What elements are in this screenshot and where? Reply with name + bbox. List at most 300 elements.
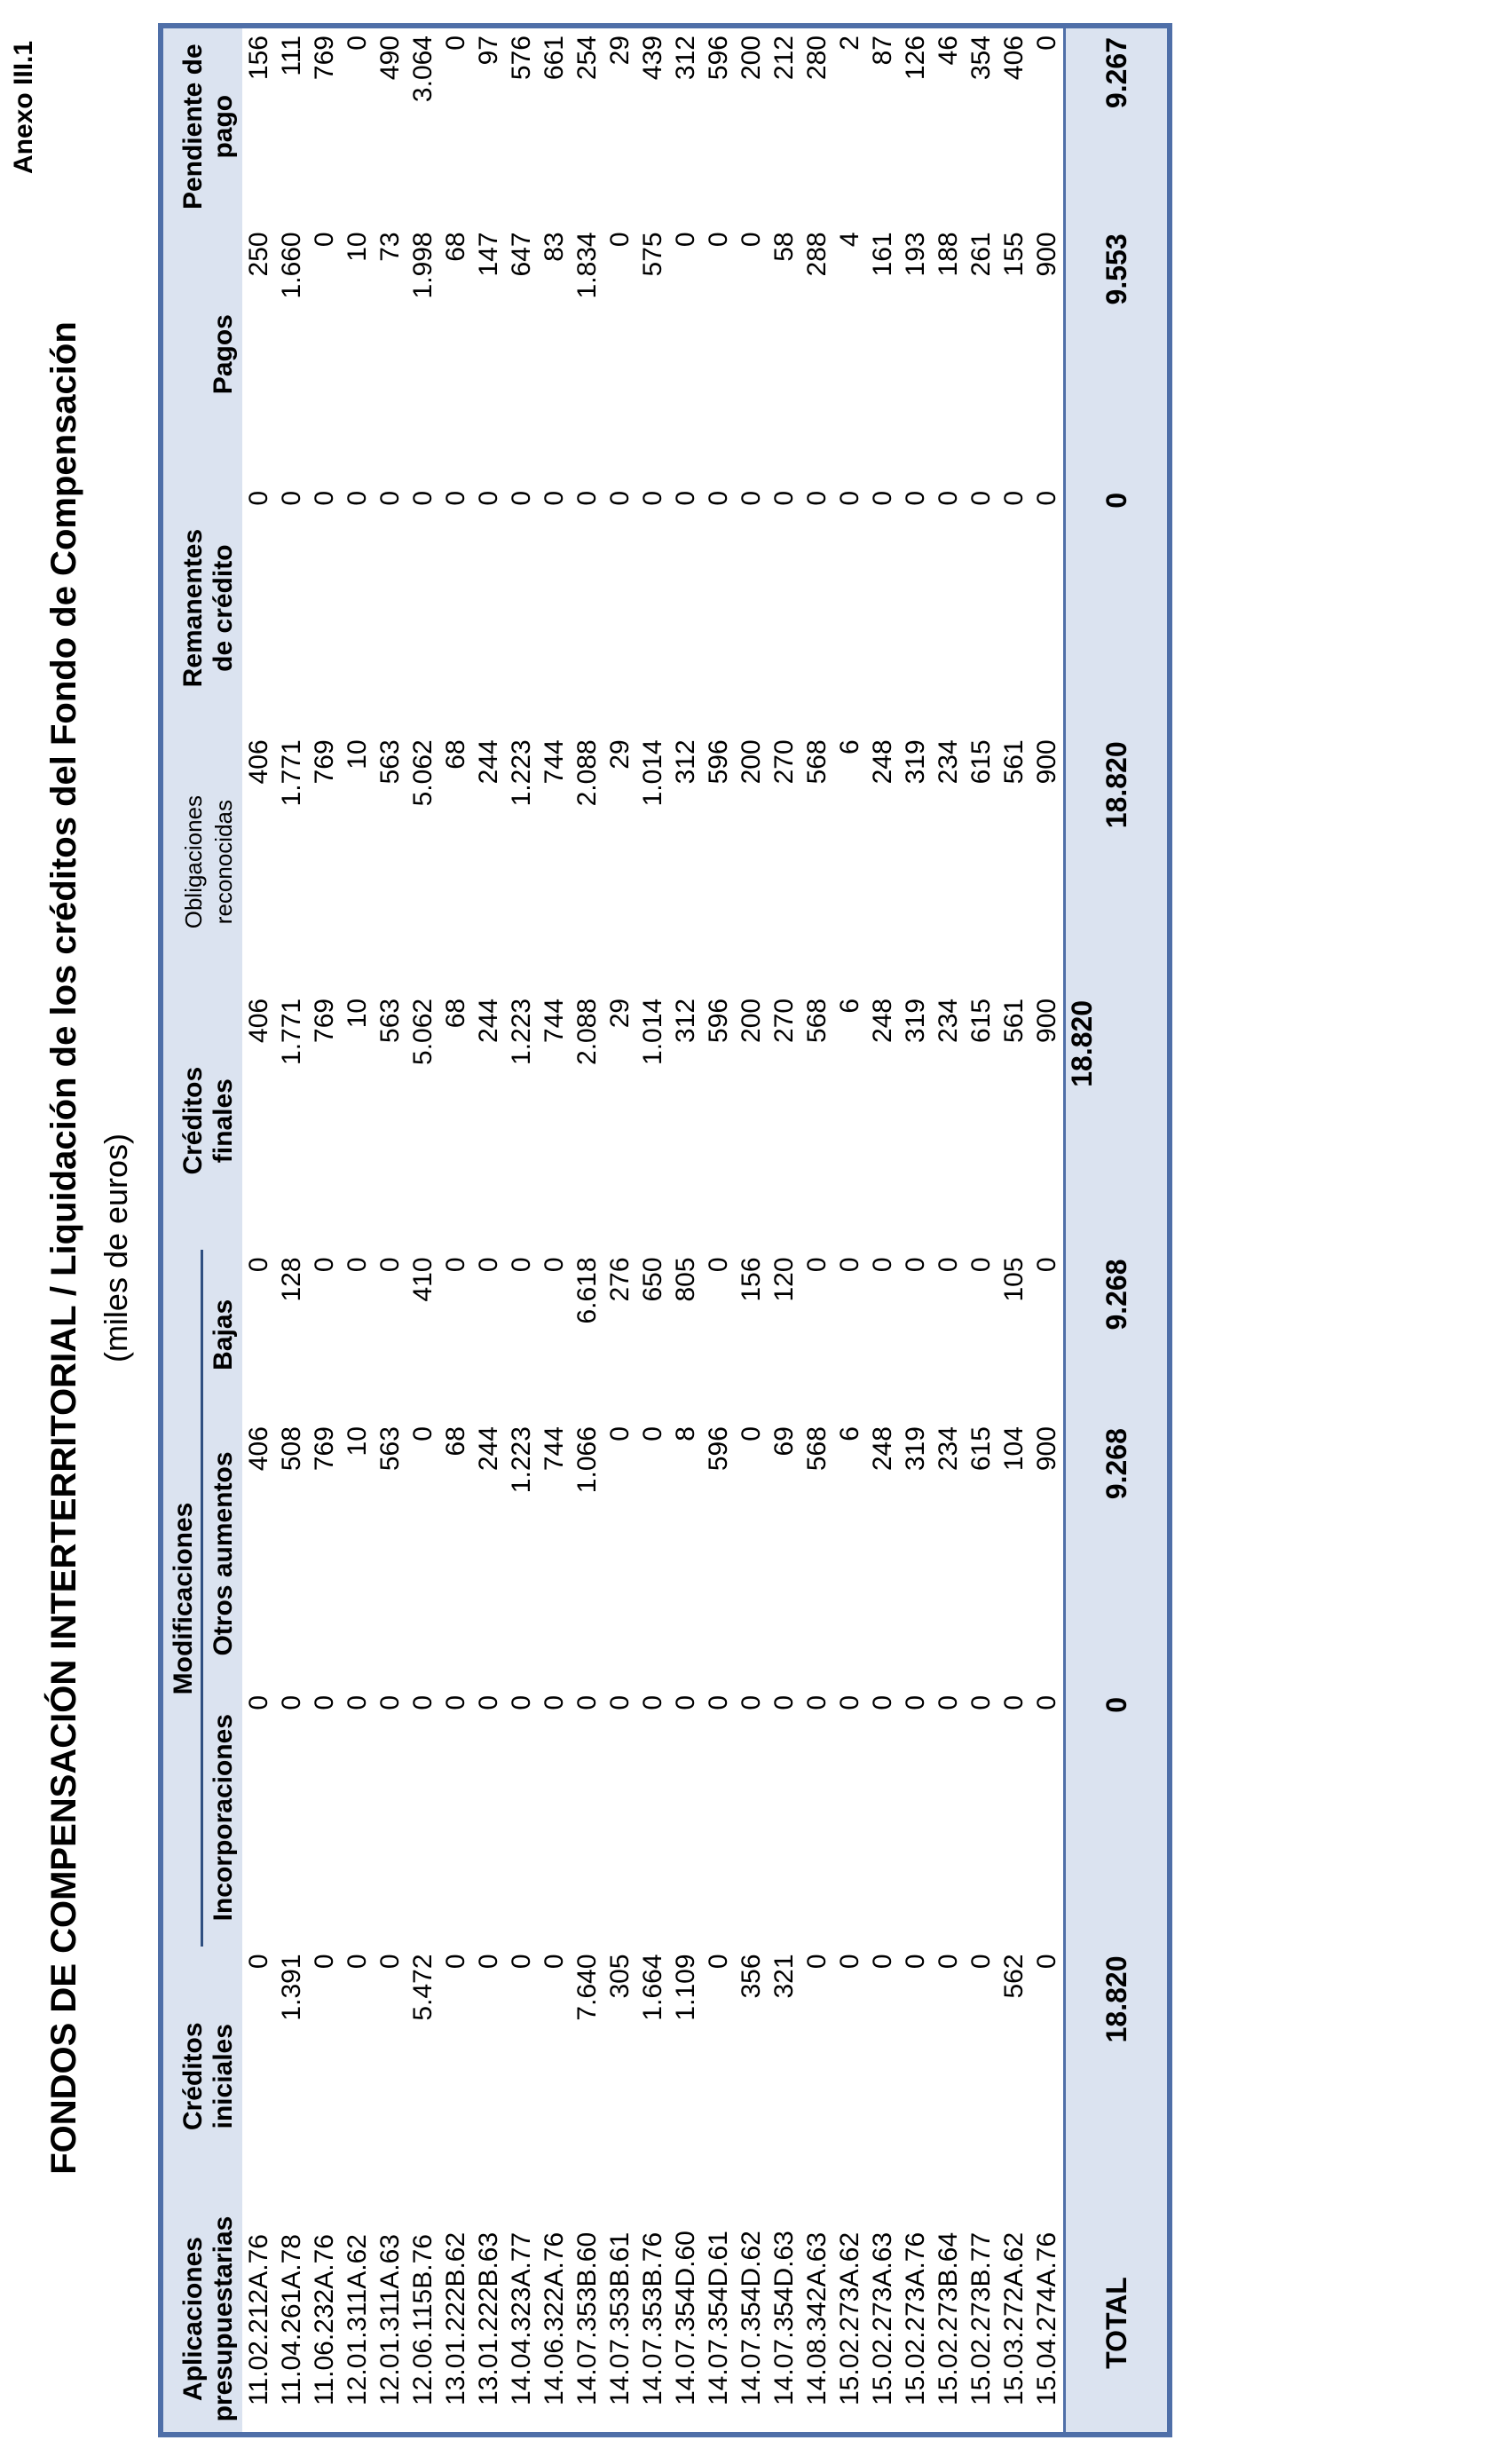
cell-remanentes: 0 <box>802 490 832 506</box>
cell-aplicacion: 11.06.232A.76 <box>308 2206 341 2435</box>
header-pendiente-line2: pago <box>209 94 238 159</box>
cell-incorporaciones: 0 <box>835 1694 864 1710</box>
cell-aplicacion: 15.04.274A.76 <box>1030 2206 1065 2435</box>
cell-creditos-iniciales: 0 <box>835 1954 864 1970</box>
header-aplicaciones <box>161 2206 242 2435</box>
cell-remanentes: 0 <box>507 490 536 506</box>
cell-bajas: 0 <box>310 1257 339 1273</box>
cell-remanentes: 0 <box>343 490 372 506</box>
header-creditos-iniciales-line1: Créditos <box>178 2022 208 2131</box>
cell-obligaciones: 312 <box>671 739 700 785</box>
cell-pagos: 261 <box>966 232 996 277</box>
header-obligaciones <box>161 732 242 991</box>
table-row <box>932 26 965 2435</box>
total-bajas: 9.268 <box>1065 1250 1171 1419</box>
cell-remanentes: 0 <box>769 490 799 506</box>
cell-remanentes: 0 <box>277 490 306 506</box>
cell-creditos-finales: 319 <box>901 998 930 1043</box>
cell-otros-aumentos: 0 <box>737 1426 766 1441</box>
cell-otros-aumentos: 319 <box>901 1426 930 1472</box>
cell-creditos-finales: 244 <box>474 998 503 1043</box>
cell-otros-aumentos: 104 <box>999 1426 1029 1472</box>
cell-bajas: 0 <box>507 1257 536 1273</box>
cell-bajas: 0 <box>244 1257 273 1273</box>
cell-creditos-finales: 312 <box>671 998 700 1043</box>
table-row <box>866 26 899 2435</box>
header-modificaciones: Modificaciones <box>161 1250 202 1947</box>
annex-label: Anexo III.1 <box>9 40 38 174</box>
cell-obligaciones: 6 <box>835 739 864 754</box>
cell-pagos: 0 <box>310 232 339 248</box>
cell-aplicacion: 12.01.311A.63 <box>374 2206 406 2435</box>
cell-creditos-finales: 1.771 <box>277 998 306 1065</box>
total-otros-aumentos: 9.268 <box>1065 1419 1171 1688</box>
cell-otros-aumentos: 8 <box>671 1426 700 1441</box>
cell-bajas: 0 <box>441 1257 470 1273</box>
cell-aplicacion: 14.06.322A.76 <box>538 2206 571 2435</box>
cell-aplicacion: 14.07.354D.60 <box>669 2206 702 2435</box>
cell-obligaciones: 563 <box>375 739 405 785</box>
header-creditos-finales <box>161 991 242 1251</box>
header-pendiente <box>161 26 242 225</box>
cell-pendiente: 2 <box>833 26 866 225</box>
cell-creditos-finales: 270 <box>769 998 799 1043</box>
cell-bajas: 0 <box>934 1257 963 1273</box>
cell-creditos-iniciales: 7.640 <box>572 1954 602 2021</box>
table-row <box>997 26 1030 2435</box>
cell-pendiente: 156 <box>242 26 275 225</box>
table-row <box>702 26 735 2435</box>
cell-pendiente: 312 <box>669 26 702 225</box>
cell-aplicacion: 14.07.353B.61 <box>603 2206 636 2435</box>
header-creditos-iniciales <box>161 1947 242 2206</box>
cell-otros-aumentos: 406 <box>244 1426 273 1472</box>
cell-obligaciones: 1.014 <box>638 739 667 807</box>
cell-pendiente: 87 <box>866 26 899 225</box>
cell-obligaciones: 1.771 <box>277 739 306 807</box>
cell-obligaciones: 5.062 <box>408 739 438 807</box>
cell-pagos: 0 <box>737 232 766 248</box>
cell-bajas: 105 <box>999 1257 1029 1302</box>
cell-aplicacion: 14.07.354D.62 <box>735 2206 768 2435</box>
cell-pagos: 647 <box>507 232 536 277</box>
cell-bajas: 0 <box>375 1257 405 1273</box>
table-row <box>571 26 603 2435</box>
cell-remanentes: 0 <box>737 490 766 506</box>
cell-incorporaciones: 0 <box>408 1694 438 1710</box>
cell-remanentes: 0 <box>310 490 339 506</box>
cell-creditos-iniciales: 0 <box>704 1954 733 1970</box>
cell-remanentes: 0 <box>605 490 635 506</box>
table-row <box>603 26 636 2435</box>
cell-incorporaciones: 0 <box>605 1694 635 1710</box>
total-creditos-finales: 18.820 <box>1065 991 1171 1251</box>
cell-creditos-iniciales: 0 <box>310 1954 339 1970</box>
cell-remanentes: 0 <box>835 490 864 506</box>
table-row <box>472 26 505 2435</box>
cell-creditos-iniciales: 0 <box>934 1954 963 1970</box>
cell-creditos-finales: 769 <box>310 998 339 1043</box>
cell-aplicacion: 11.04.261A.78 <box>275 2206 308 2435</box>
cell-aplicacion: 15.02.273A.63 <box>866 2206 899 2435</box>
cell-pagos: 68 <box>441 232 470 262</box>
cell-obligaciones: 744 <box>540 739 569 785</box>
cell-aplicacion: 14.08.342A.63 <box>800 2206 833 2435</box>
total-row <box>1065 26 1171 2435</box>
table-row <box>1030 26 1065 2435</box>
cell-otros-aumentos: 568 <box>802 1426 832 1472</box>
cell-remanentes: 0 <box>474 490 503 506</box>
header-remanentes-line1: Remanentes <box>178 528 208 688</box>
cell-pagos: 0 <box>704 232 733 248</box>
cell-pendiente: 46 <box>932 26 965 225</box>
cell-pagos: 288 <box>802 232 832 277</box>
cell-creditos-finales: 596 <box>704 998 733 1043</box>
header-obligaciones-line1: Obligaciones <box>180 794 207 929</box>
cell-incorporaciones: 0 <box>474 1694 503 1710</box>
cell-incorporaciones: 0 <box>310 1694 339 1710</box>
total-incorporaciones: 0 <box>1065 1688 1171 1947</box>
cell-incorporaciones: 0 <box>540 1694 569 1710</box>
cell-otros-aumentos: 563 <box>375 1426 405 1472</box>
cell-creditos-iniciales: 0 <box>901 1954 930 1970</box>
cell-bajas: 0 <box>868 1257 897 1273</box>
table-body <box>242 26 1065 2435</box>
cell-remanentes: 0 <box>934 490 963 506</box>
cell-creditos-iniciales: 321 <box>769 1954 799 1999</box>
cell-aplicacion: 14.07.353B.60 <box>571 2206 603 2435</box>
cell-obligaciones: 769 <box>310 739 339 785</box>
cell-incorporaciones: 0 <box>244 1694 273 1710</box>
cell-bajas: 156 <box>737 1257 766 1302</box>
cell-creditos-finales: 744 <box>540 998 569 1043</box>
cell-incorporaciones: 0 <box>507 1694 536 1710</box>
cell-pendiente: 0 <box>439 26 472 225</box>
cell-creditos-finales: 10 <box>343 998 372 1029</box>
page-subtitle: (miles de euros) <box>98 1133 134 1363</box>
cell-remanentes: 0 <box>901 490 930 506</box>
cell-otros-aumentos: 1.066 <box>572 1426 602 1494</box>
cell-creditos-iniciales: 0 <box>244 1954 273 1970</box>
cell-creditos-finales: 568 <box>802 998 832 1043</box>
cell-bajas: 0 <box>474 1257 503 1273</box>
cell-obligaciones: 900 <box>1032 739 1061 785</box>
table-row <box>439 26 472 2435</box>
cell-otros-aumentos: 508 <box>277 1426 306 1472</box>
header-remanentes-line2: de crédito <box>209 544 238 672</box>
cell-aplicacion: 14.07.354D.63 <box>768 2206 800 2435</box>
table-row <box>965 26 997 2435</box>
cell-pendiente: 254 <box>571 26 603 225</box>
page-title: FONDOS DE COMPENSACIÓN INTERTERRITORIAL / Liquidación de los créditos del Fondo de Compensación <box>44 321 83 2175</box>
cell-obligaciones: 200 <box>737 739 766 785</box>
cell-pendiente: 661 <box>538 26 571 225</box>
cell-otros-aumentos: 244 <box>474 1426 503 1472</box>
cell-pendiente: 0 <box>1030 26 1065 225</box>
cell-remanentes: 0 <box>671 490 700 506</box>
cell-creditos-iniciales: 0 <box>507 1954 536 1970</box>
cell-aplicacion: 15.02.273A.76 <box>899 2206 932 2435</box>
table-row <box>768 26 800 2435</box>
cell-bajas: 0 <box>343 1257 372 1273</box>
cell-incorporaciones: 0 <box>966 1694 996 1710</box>
cell-incorporaciones: 0 <box>704 1694 733 1710</box>
cell-pendiente: 406 <box>997 26 1030 225</box>
table-row <box>374 26 406 2435</box>
cell-bajas: 0 <box>802 1257 832 1273</box>
cell-incorporaciones: 0 <box>375 1694 405 1710</box>
cell-pagos: 155 <box>999 232 1029 277</box>
header-obligaciones-line2: reconocidas <box>210 800 237 925</box>
cell-pagos: 10 <box>343 232 372 262</box>
cell-incorporaciones: 0 <box>868 1694 897 1710</box>
cell-incorporaciones: 0 <box>277 1694 306 1710</box>
cell-remanentes: 0 <box>638 490 667 506</box>
cell-bajas: 805 <box>671 1257 700 1302</box>
cell-obligaciones: 615 <box>966 739 996 785</box>
cell-bajas: 0 <box>901 1257 930 1273</box>
cell-pagos: 73 <box>375 232 405 262</box>
cell-pendiente: 3.064 <box>406 26 439 225</box>
cell-obligaciones: 596 <box>704 739 733 785</box>
table-row <box>800 26 833 2435</box>
cell-creditos-iniciales: 0 <box>441 1954 470 1970</box>
cell-aplicacion: 15.02.273B.64 <box>932 2206 965 2435</box>
cell-pendiente: 29 <box>603 26 636 225</box>
cell-creditos-finales: 1.014 <box>638 998 667 1065</box>
cell-otros-aumentos: 248 <box>868 1426 897 1472</box>
cell-remanentes: 0 <box>704 490 733 506</box>
cell-otros-aumentos: 900 <box>1032 1426 1061 1472</box>
header-bajas: Bajas <box>209 1299 238 1370</box>
cell-otros-aumentos: 615 <box>966 1426 996 1472</box>
table-row <box>735 26 768 2435</box>
cell-creditos-iniciales: 0 <box>966 1954 996 1970</box>
cell-creditos-iniciales: 1.391 <box>277 1954 306 2021</box>
cell-obligaciones: 568 <box>802 739 832 785</box>
cell-creditos-finales: 2.088 <box>572 998 602 1065</box>
cell-creditos-iniciales: 0 <box>868 1954 897 1970</box>
cell-aplicacion: 15.03.272A.62 <box>997 2206 1030 2435</box>
cell-pagos: 83 <box>540 232 569 262</box>
cell-pagos: 1.660 <box>277 232 306 299</box>
header-creditos-finales-line1: Créditos <box>178 1066 208 1175</box>
table-row <box>538 26 571 2435</box>
cell-pendiente: 490 <box>374 26 406 225</box>
cell-pagos: 575 <box>638 232 667 277</box>
cell-otros-aumentos: 68 <box>441 1426 470 1457</box>
cell-creditos-finales: 200 <box>737 998 766 1043</box>
cell-pendiente: 280 <box>800 26 833 225</box>
cell-incorporaciones: 0 <box>638 1694 667 1710</box>
cell-aplicacion: 13.01.222B.63 <box>472 2206 505 2435</box>
cell-pagos: 1.998 <box>408 232 438 299</box>
cell-remanentes: 0 <box>999 490 1029 506</box>
cell-creditos-finales: 68 <box>441 998 470 1029</box>
cell-creditos-finales: 406 <box>244 998 273 1043</box>
table-row <box>833 26 866 2435</box>
credits-table <box>158 23 1172 2437</box>
cell-incorporaciones: 0 <box>737 1694 766 1710</box>
cell-otros-aumentos: 10 <box>343 1426 372 1457</box>
cell-obligaciones: 2.088 <box>572 739 602 807</box>
header-creditos-finales-line2: finales <box>209 1078 238 1164</box>
cell-pendiente: 0 <box>341 26 374 225</box>
cell-pagos: 900 <box>1032 232 1061 277</box>
cell-obligaciones: 10 <box>343 739 372 770</box>
cell-pagos: 188 <box>934 232 963 277</box>
cell-otros-aumentos: 769 <box>310 1426 339 1472</box>
cell-creditos-iniciales: 305 <box>605 1954 635 1999</box>
total-obligaciones: 18.820 <box>1065 732 1171 991</box>
table-row <box>636 26 669 2435</box>
cell-pendiente: 596 <box>702 26 735 225</box>
header-otros-aumentos: Otros aumentos <box>209 1451 238 1656</box>
header-pendiente-line1: Pendiente de <box>178 43 208 210</box>
cell-pendiente: 354 <box>965 26 997 225</box>
cell-otros-aumentos: 6 <box>835 1426 864 1441</box>
cell-remanentes: 0 <box>441 490 470 506</box>
cell-remanentes: 0 <box>375 490 405 506</box>
cell-creditos-finales: 900 <box>1032 998 1061 1043</box>
cell-bajas: 0 <box>835 1257 864 1273</box>
cell-aplicacion: 15.02.273B.77 <box>965 2206 997 2435</box>
cell-obligaciones: 270 <box>769 739 799 785</box>
cell-remanentes: 0 <box>540 490 569 506</box>
cell-pendiente: 200 <box>735 26 768 225</box>
cell-pagos: 4 <box>835 232 864 248</box>
cell-otros-aumentos: 0 <box>605 1426 635 1441</box>
cell-incorporaciones: 0 <box>999 1694 1029 1710</box>
cell-creditos-finales: 234 <box>934 998 963 1043</box>
table-row <box>341 26 374 2435</box>
cell-remanentes: 0 <box>868 490 897 506</box>
cell-creditos-iniciales: 5.472 <box>408 1954 438 2021</box>
total-creditos-iniciales: 18.820 <box>1065 1947 1171 2206</box>
cell-otros-aumentos: 69 <box>769 1426 799 1457</box>
cell-pagos: 0 <box>605 232 635 248</box>
cell-aplicacion: 14.07.353B.76 <box>636 2206 669 2435</box>
cell-bajas: 128 <box>277 1257 306 1302</box>
cell-creditos-iniciales: 0 <box>375 1954 405 1970</box>
cell-creditos-iniciales: 0 <box>474 1954 503 1970</box>
cell-creditos-iniciales: 1.109 <box>671 1954 700 2021</box>
cell-creditos-iniciales: 1.664 <box>638 1954 667 2021</box>
cell-obligaciones: 561 <box>999 739 1029 785</box>
cell-creditos-finales: 563 <box>375 998 405 1043</box>
cell-pendiente: 97 <box>472 26 505 225</box>
cell-otros-aumentos: 596 <box>704 1426 733 1472</box>
total-remanentes: 0 <box>1065 484 1171 732</box>
cell-bajas: 0 <box>704 1257 733 1273</box>
cell-pendiente: 439 <box>636 26 669 225</box>
cell-creditos-finales: 1.223 <box>507 998 536 1065</box>
cell-creditos-finales: 248 <box>868 998 897 1043</box>
cell-creditos-iniciales: 0 <box>343 1954 372 1970</box>
cell-bajas: 276 <box>605 1257 635 1302</box>
cell-otros-aumentos: 1.223 <box>507 1426 536 1494</box>
table-row <box>406 26 439 2435</box>
cell-incorporaciones: 0 <box>802 1694 832 1710</box>
header-aplicaciones-line2: presupuestarias <box>209 2215 238 2422</box>
cell-creditos-finales: 615 <box>966 998 996 1043</box>
table-row <box>275 26 308 2435</box>
cell-creditos-iniciales: 0 <box>540 1954 569 1970</box>
cell-aplicacion: 12.01.311A.62 <box>341 2206 374 2435</box>
cell-pagos: 1.834 <box>572 232 602 299</box>
cell-obligaciones: 68 <box>441 739 470 770</box>
cell-incorporaciones: 0 <box>441 1694 470 1710</box>
cell-obligaciones: 406 <box>244 739 273 785</box>
total-pendiente: 9.267 <box>1065 26 1171 225</box>
cell-pagos: 193 <box>901 232 930 277</box>
cell-obligaciones: 244 <box>474 739 503 785</box>
header-creditos-iniciales-line2: iniciales <box>209 2024 238 2129</box>
cell-incorporaciones: 0 <box>934 1694 963 1710</box>
cell-bajas: 120 <box>769 1257 799 1302</box>
cell-creditos-iniciales: 562 <box>999 1954 1029 1999</box>
cell-aplicacion: 12.06.115B.76 <box>406 2206 439 2435</box>
cell-otros-aumentos: 0 <box>408 1426 438 1441</box>
cell-bajas: 650 <box>638 1257 667 1302</box>
cell-remanentes: 0 <box>244 490 273 506</box>
cell-obligaciones: 319 <box>901 739 930 785</box>
cell-pagos: 0 <box>671 232 700 248</box>
cell-bajas: 410 <box>408 1257 438 1302</box>
table-row <box>242 26 275 2435</box>
cell-aplicacion: 13.01.222B.62 <box>439 2206 472 2435</box>
cell-incorporaciones: 0 <box>572 1694 602 1710</box>
table-row <box>308 26 341 2435</box>
cell-otros-aumentos: 0 <box>638 1426 667 1441</box>
cell-pagos: 147 <box>474 232 503 277</box>
cell-obligaciones: 29 <box>605 739 635 770</box>
cell-incorporaciones: 0 <box>901 1694 930 1710</box>
cell-remanentes: 0 <box>572 490 602 506</box>
cell-creditos-finales: 6 <box>835 998 864 1014</box>
cell-aplicacion: 15.02.273A.62 <box>833 2206 866 2435</box>
cell-obligaciones: 248 <box>868 739 897 785</box>
cell-remanentes: 0 <box>966 490 996 506</box>
total-label: TOTAL <box>1065 2206 1171 2435</box>
cell-pagos: 161 <box>868 232 897 277</box>
header-pagos: Pagos <box>161 225 242 484</box>
cell-otros-aumentos: 744 <box>540 1426 569 1472</box>
cell-pendiente: 126 <box>899 26 932 225</box>
cell-bajas: 0 <box>540 1257 569 1273</box>
cell-incorporaciones: 0 <box>769 1694 799 1710</box>
total-pagos: 9.553 <box>1065 225 1171 484</box>
cell-bajas: 0 <box>966 1257 996 1273</box>
cell-creditos-iniciales: 0 <box>1032 1954 1061 1970</box>
cell-pendiente: 576 <box>505 26 538 225</box>
cell-remanentes: 0 <box>1032 490 1061 506</box>
cell-bajas: 0 <box>1032 1257 1061 1273</box>
cell-incorporaciones: 0 <box>671 1694 700 1710</box>
table-row <box>505 26 538 2435</box>
cell-pendiente: 212 <box>768 26 800 225</box>
header-remanentes <box>161 484 242 732</box>
table-row <box>669 26 702 2435</box>
cell-pendiente: 111 <box>275 26 308 225</box>
cell-pendiente: 769 <box>308 26 341 225</box>
cell-aplicacion: 14.04.323A.77 <box>505 2206 538 2435</box>
cell-aplicacion: 11.02.212A.76 <box>242 2206 275 2435</box>
table-row <box>899 26 932 2435</box>
cell-creditos-iniciales: 0 <box>802 1954 832 1970</box>
cell-bajas: 6.618 <box>572 1257 602 1324</box>
cell-obligaciones: 234 <box>934 739 963 785</box>
